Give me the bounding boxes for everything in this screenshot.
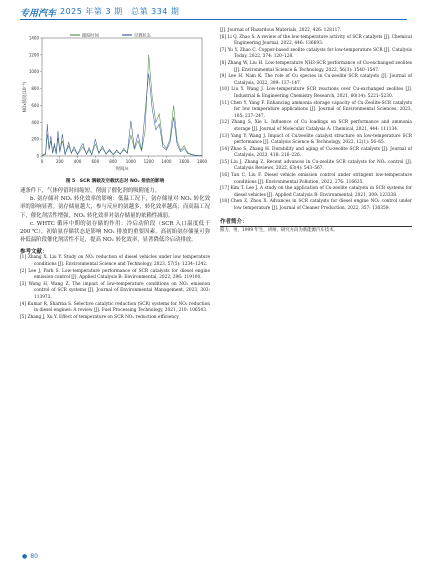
references-right bbox=[220, 28, 412, 213]
references-left bbox=[20, 255, 210, 321]
paragraph-1: 速条件下，气体停留时间缩短，削弱了催化剂的吸附能力。 bbox=[20, 188, 161, 194]
body-text bbox=[20, 187, 210, 244]
y-tick-label: 600 bbox=[31, 102, 39, 108]
x-tick-label: 1200 bbox=[143, 159, 154, 164]
page-header bbox=[0, 0, 427, 22]
reference-item: [4] Kumar R, Sharma S. Selective catalytic reduction (SCR) systems for NOₓ reduction in diesel engines: A review [J]. Fuel Processing Technology, 2021, 210: 106543. bbox=[20, 301, 210, 314]
reference-item: [16] Tan C, Liu F. Diesel vehicle emission control under stringent low-temperature conditions [J]. Environmental Pollution, 2022, 276: 116625. bbox=[220, 173, 412, 185]
references-title: 参考文献： bbox=[20, 249, 48, 256]
author-note: 熊力，男，1999 年生，讲师，研究方向为新能源汽车技术。 bbox=[220, 228, 338, 234]
page-number: ● 80 bbox=[22, 553, 38, 560]
legend-label: 空载状态 bbox=[134, 32, 151, 38]
reference-item: [17] Kim T, Lee J. A study on the application of Cu-zeolite catalysts in SCR systems for diesel vehicles [J]. Applied Catalysis B: Environmental, 2021, 309: 123338. bbox=[220, 186, 412, 198]
series-line bbox=[42, 55, 202, 156]
issue-info: 2025 年第 3 期 总第 334 期 bbox=[60, 7, 180, 16]
nox-chart bbox=[20, 28, 210, 176]
x-tick-label: 1400 bbox=[161, 159, 172, 164]
y-tick-label: 200 bbox=[31, 136, 39, 142]
reference-item: [5] Zhang J, Xu Y. Effect of temperature on SCR NOₓ reduction efficiency bbox=[20, 314, 179, 320]
reference-item: [10] Liu Y, Wang J. Low-temperature SCR reactions over Cu-exchanged zeolites [J]. Industrial & Engineering Chemistry Research, 2021, 60(14): 5221–5230. bbox=[220, 87, 412, 99]
reference-item: [1] Zhang X, Liu Y. Study on NOₓ reduction of diesel vehicles under low temperature conditions [J]. Environmental Science and Technology, 2023, 57(5): 1234–1242. bbox=[20, 255, 210, 268]
y-tick-label: 1400 bbox=[28, 35, 39, 41]
y-tick-label: 800 bbox=[31, 86, 39, 92]
x-tick-label: 0 bbox=[40, 159, 44, 164]
x-tick-label: 600 bbox=[91, 159, 100, 164]
author-rule bbox=[220, 226, 412, 227]
journal-logo: 专用汽车 bbox=[20, 9, 57, 19]
legend-label: 跟踪时间 bbox=[82, 32, 99, 38]
y-axis-label: NOx浓度(10⁻⁶) bbox=[23, 81, 28, 113]
page-dot-icon: ● bbox=[22, 553, 28, 560]
x-axis-label: 时间/s bbox=[115, 167, 129, 172]
reference-item: [9] Lee H, Nam K. The role of Cu species in Cu-zeolite SCR catalysts [J]. Journal of Catalysis, 2022, 399: 137–147. bbox=[220, 74, 412, 86]
reference-item: [2] Lee J, Park S. Low-temperature performance of SCR catalysts for diesel engine emission control [J]. Applied Catalysis B: Environmental, 2022, 296: 119100. bbox=[20, 268, 210, 281]
paragraph-3: c. WHTC 循环中期的氨存储的作用：冷启动阶段（SCR 入口温度低于 200 ℃），初始氨存储状态是影响 NOₓ 排放的重要因素。高初始氨存储量可弥补低温阶段催化剂活性不足，提高 NOₓ 转化效率，显著降低冷启动排放。 bbox=[20, 220, 210, 244]
y-tick-label: 1200 bbox=[28, 52, 39, 58]
y-tick-label: 1000 bbox=[28, 69, 39, 75]
x-tick-label: 1000 bbox=[125, 159, 136, 164]
reference-item: [11] Chen Y, Yang F. Enhancing ammonia storage capacity of Cu-Zeolite-SCR catalysts for low temperature applications [J]. Journal of Environmental Sciences, 2023, 105: 237–247. bbox=[220, 100, 412, 119]
figure-caption: 图 5 SCR 满载及空载状态对 NOₓ 排放的影响 bbox=[65, 179, 165, 184]
x-tick-label: 200 bbox=[55, 159, 64, 164]
reference-item: [13] Yang Y, Wang J. Impact of Cu/zeolite catalyst structure on low-temperature SCR performance [J]. Catalysis Science & Technology, 2022, 12(1): 56–65. bbox=[220, 133, 412, 146]
reference-item: [15] Liu J, Zhang Z. Recent advances in Cu-zeolite SCR catalysts for NOₓ control [J]. Catalysis Reviews, 2022, 63(4): 543–567. bbox=[220, 159, 412, 172]
header-rule bbox=[20, 19, 407, 20]
reference-item: [18] Chen Z, Zhou X. Advances in SCR catalysts for diesel engine NOₓ control under low temperature [J]. Journal of Cleaner Production, 2022, 357: 130359. bbox=[220, 199, 412, 212]
right-column bbox=[220, 28, 412, 235]
reference-item: [3] Wang H, Wang Z. The impact of low-temperature conditions on NOₓ emission control of SCR systems [J]. Journal of Environmental Management, 2023, 303: 113973. bbox=[20, 281, 210, 300]
y-tick-label: 400 bbox=[31, 119, 39, 125]
left-column bbox=[20, 28, 210, 321]
x-tick-label: 400 bbox=[73, 159, 82, 164]
x-tick-label: 800 bbox=[109, 159, 117, 164]
reference-item: [7] Yu Y, Zhao C. Copper-based zeolite catalysts for low-temperature SCR [J]. Catalysis Today, 2022, 374: 120–128. bbox=[220, 47, 412, 60]
reference-item: [6] Li Q, Zhao S. A review of the low-temperature activity of SCR catalysts [J]. Chemical Engineering Journal, 2022, 446: 136693. bbox=[220, 34, 412, 47]
reference-item: [12] Zhang S, Xie L. Influence of Cu loadings on SCR performance and ammonia storage [J]. Journal of Molecular Catalysis A: Chemical, 2021, 444: 111134. bbox=[220, 120, 412, 132]
author-title: 作者简介： bbox=[220, 218, 248, 225]
paragraph-2: b. 氨存储对 NOₓ 转化效率的影响：低温工况下，氨存储量对 NOₓ 转化效率的影响显著。氨存储量越大，参与反应的氨越多，转化效率越高；而高温工况下，催化剂活性增强，NOₓ 转化效率对氨存储量的依赖性减弱。 bbox=[20, 196, 210, 219]
x-tick-label: 1600 bbox=[179, 159, 190, 164]
plot-frame bbox=[42, 38, 202, 156]
figure-5 bbox=[20, 28, 210, 176]
reference-item: [J]. Journal of Hazardous Materials, 2022, 426: 128117. bbox=[220, 28, 342, 33]
x-tick-label: 1800 bbox=[196, 159, 208, 164]
y-tick-label: 0 bbox=[36, 153, 39, 159]
reference-item: [14] Zhao S, Zhang H. Durability and aging of Cu-zeolite SCR catalysts [J]. Journal of Catalysis, 2023, 418: 216–226. bbox=[220, 146, 412, 159]
reference-item: [8] Zhang W, Liu H. Low-temperature NH3-SCR performance of Cu-exchanged zeolites [J]. Environmental Science & Technology, 2022, 56(3): 1540–1547. bbox=[220, 60, 412, 73]
